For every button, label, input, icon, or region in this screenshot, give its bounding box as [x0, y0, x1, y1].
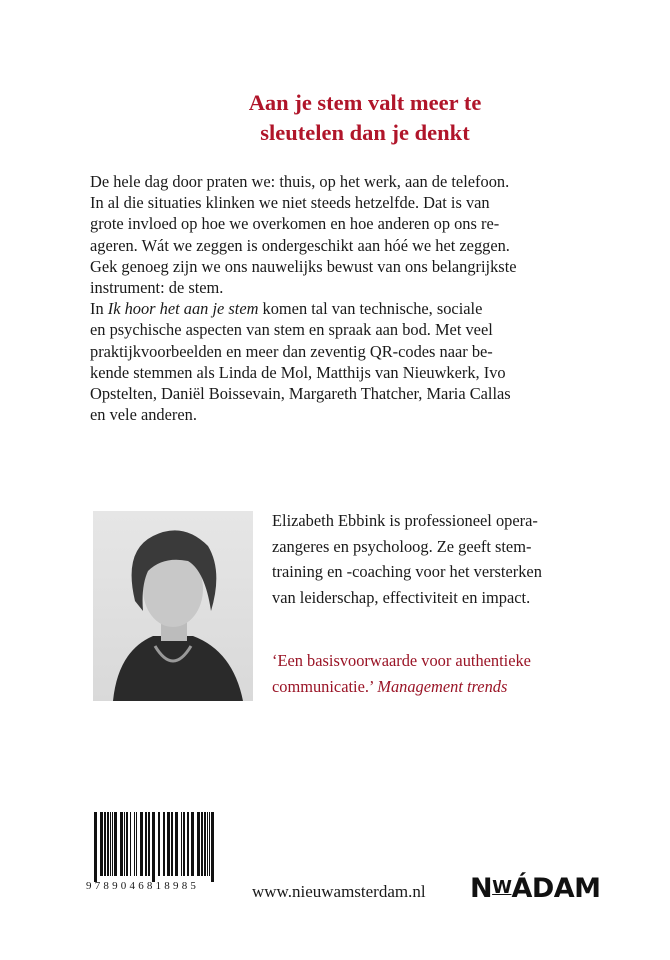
author-photo	[93, 511, 253, 701]
quote-line: ‘Een basisvoorwaarde voor authentieke	[272, 651, 531, 670]
barcode-bar	[124, 812, 125, 876]
barcode-bar	[181, 812, 182, 876]
blurb-line: kende stemmen als Linda de Mol, Matthijs van Nieuwkerk, Ivo	[90, 362, 506, 382]
publisher-url[interactable]: www.nieuwamsterdam.nl	[252, 882, 426, 901]
headline-line: sleutelen dan je denkt	[260, 120, 470, 145]
barcode-bar	[158, 812, 160, 876]
text: communicatie.’	[272, 676, 378, 696]
blurb-line	[90, 298, 650, 319]
barcode-bar	[201, 812, 203, 876]
barcode-bar	[204, 812, 206, 876]
text: komen tal van technische, sociale	[258, 299, 483, 319]
headline-line: Aan je stem valt meer te	[248, 90, 482, 115]
isbn-number: 9789046818985	[86, 880, 200, 892]
barcode-bar	[167, 812, 170, 876]
barcode-bar	[175, 812, 178, 876]
blurb-line: In al die situaties klinken we niet steeds hetzelfde. Dat is van	[90, 193, 490, 213]
barcode-bar	[136, 812, 137, 876]
bio-line: van leiderschap, effectiviteit en impact.	[272, 587, 531, 607]
blurb-line: en vele anderen.	[90, 405, 197, 425]
barcode-bar	[104, 812, 106, 876]
barcode-bar	[112, 812, 113, 876]
review-quote	[272, 648, 531, 699]
barcode-bar	[183, 812, 185, 876]
barcode-bar	[152, 812, 155, 882]
bio-line: training en -coaching voor het versterken	[272, 562, 542, 581]
barcode-bar	[140, 812, 143, 876]
barcode-bar	[187, 812, 189, 876]
barcode-bar	[120, 812, 123, 876]
barcode-bar	[110, 812, 111, 876]
cover-headline	[90, 88, 640, 148]
publisher-logo: NWÁDAM	[470, 873, 601, 904]
barcode-bar	[145, 812, 147, 876]
barcode-bar	[171, 812, 173, 876]
barcode-bar	[100, 812, 103, 876]
blurb-line: en psychische aspecten van stem en spraak aan bod. Met veel	[90, 320, 493, 340]
barcode-bar	[211, 812, 214, 882]
blurb-line: instrument: de stem.	[90, 278, 224, 298]
blurb-line: praktijkvoorbeelden en meer dan zeventig QR-codes naar be-	[90, 341, 493, 361]
blurb-line: Gek genoeg zijn we ons nauwelijks bewust van ons belangrijkste	[90, 256, 517, 276]
quote-source: Management trends	[377, 676, 508, 696]
author-bio	[272, 508, 542, 610]
quote-line	[272, 674, 531, 700]
barcode-bar	[114, 812, 117, 876]
barcode-bar	[134, 812, 135, 876]
blurb-line: grote invloed op hoe we overkomen en hoe anderen op ons re-	[90, 214, 500, 234]
blurb-line: ageren. Wát we zeggen is ondergeschikt aan hóé we het zeggen.	[90, 235, 510, 255]
barcode-bar	[207, 812, 208, 876]
barcode-bar	[130, 812, 131, 876]
barcode	[92, 812, 216, 882]
blurb	[90, 171, 650, 425]
barcode-bar	[94, 812, 97, 882]
barcode-bar	[197, 812, 200, 876]
blurb-line: Opstelten, Daniël Boissevain, Margareth Thatcher, Maria Callas	[90, 384, 511, 404]
barcode-bar	[107, 812, 109, 876]
barcode-bar	[209, 812, 210, 876]
bio-line: zangeres en psycholoog. Ze geeft stem-	[272, 536, 532, 556]
barcode-bar	[191, 812, 194, 876]
bio-line: Elizabeth Ebbink is professioneel opera-	[272, 511, 538, 530]
barcode-bar	[126, 812, 128, 876]
text: In	[90, 299, 108, 319]
book-title: Ik hoor het aan je stem	[107, 299, 259, 319]
blurb-line: De hele dag door praten we: thuis, op het werk, aan de telefoon.	[90, 172, 510, 191]
barcode-bar	[148, 812, 150, 876]
barcode-bar	[163, 812, 165, 876]
